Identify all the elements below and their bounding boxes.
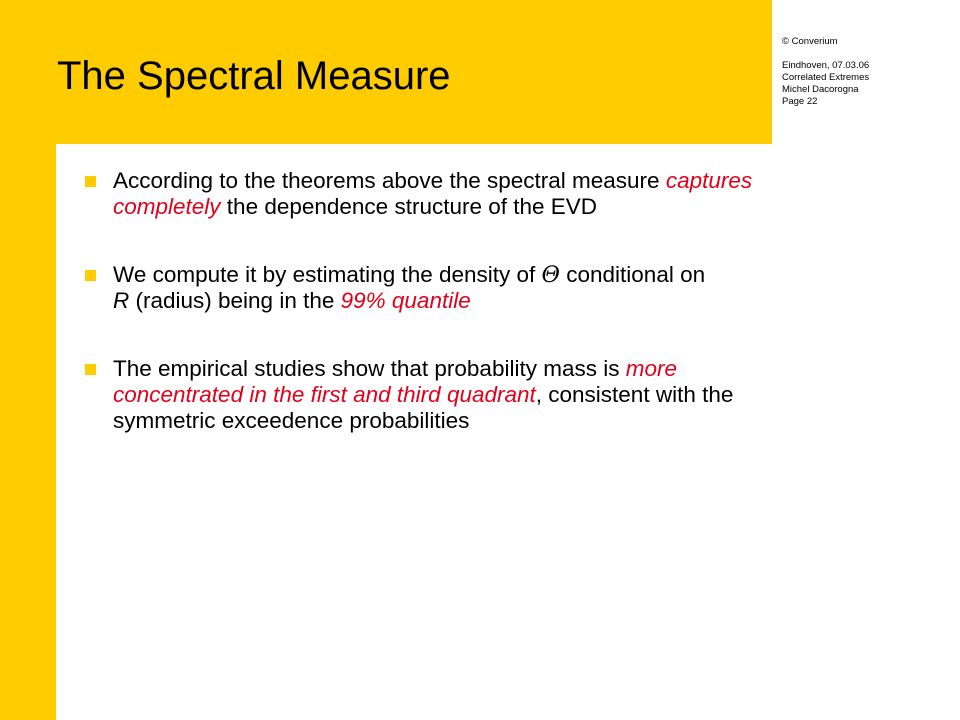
- place-date-text: Eindhoven, 07.03.06: [782, 60, 870, 71]
- bullet-text: (radius) being in the: [129, 288, 341, 313]
- emphasis-text: more: [625, 356, 677, 381]
- bullet-text: We compute it by estimating the density of: [113, 262, 542, 287]
- bullet-text: conditional on: [560, 262, 706, 287]
- topic-text: Correlated Extremes: [782, 72, 870, 83]
- emphasis-text: concentrated in the first and third quadrant: [113, 382, 536, 407]
- bullet-item: [84, 168, 884, 220]
- bullet-text: the dependence structure of the EVD: [220, 194, 598, 219]
- bullet-item: [84, 262, 884, 314]
- bullet-item: [84, 356, 884, 434]
- square-bullet-icon: [85, 270, 96, 281]
- theta-symbol: Θ: [541, 262, 560, 288]
- slide-title: The Spectral Measure: [57, 54, 451, 98]
- emphasis-text: 99% quantile: [340, 288, 471, 313]
- bullet-text: According to the theorems above the spectral measure: [113, 168, 666, 193]
- slide-meta: [782, 36, 869, 108]
- bullet-text: , consistent with the: [535, 382, 734, 407]
- bullet-text: The empirical studies show that probability mass is: [113, 356, 626, 381]
- square-bullet-icon: [85, 176, 96, 187]
- copyright-text: © Converium: [782, 36, 838, 47]
- emphasis-text: completely: [113, 194, 221, 219]
- square-bullet-icon: [85, 364, 96, 375]
- slide-content: [84, 168, 884, 476]
- radius-variable: R: [113, 288, 130, 313]
- page-number: Page 22: [782, 96, 818, 107]
- emphasis-text: captures: [665, 168, 753, 193]
- author-text: Michel Dacorogna: [782, 84, 859, 95]
- bullet-text: symmetric exceedence probabilities: [113, 408, 470, 433]
